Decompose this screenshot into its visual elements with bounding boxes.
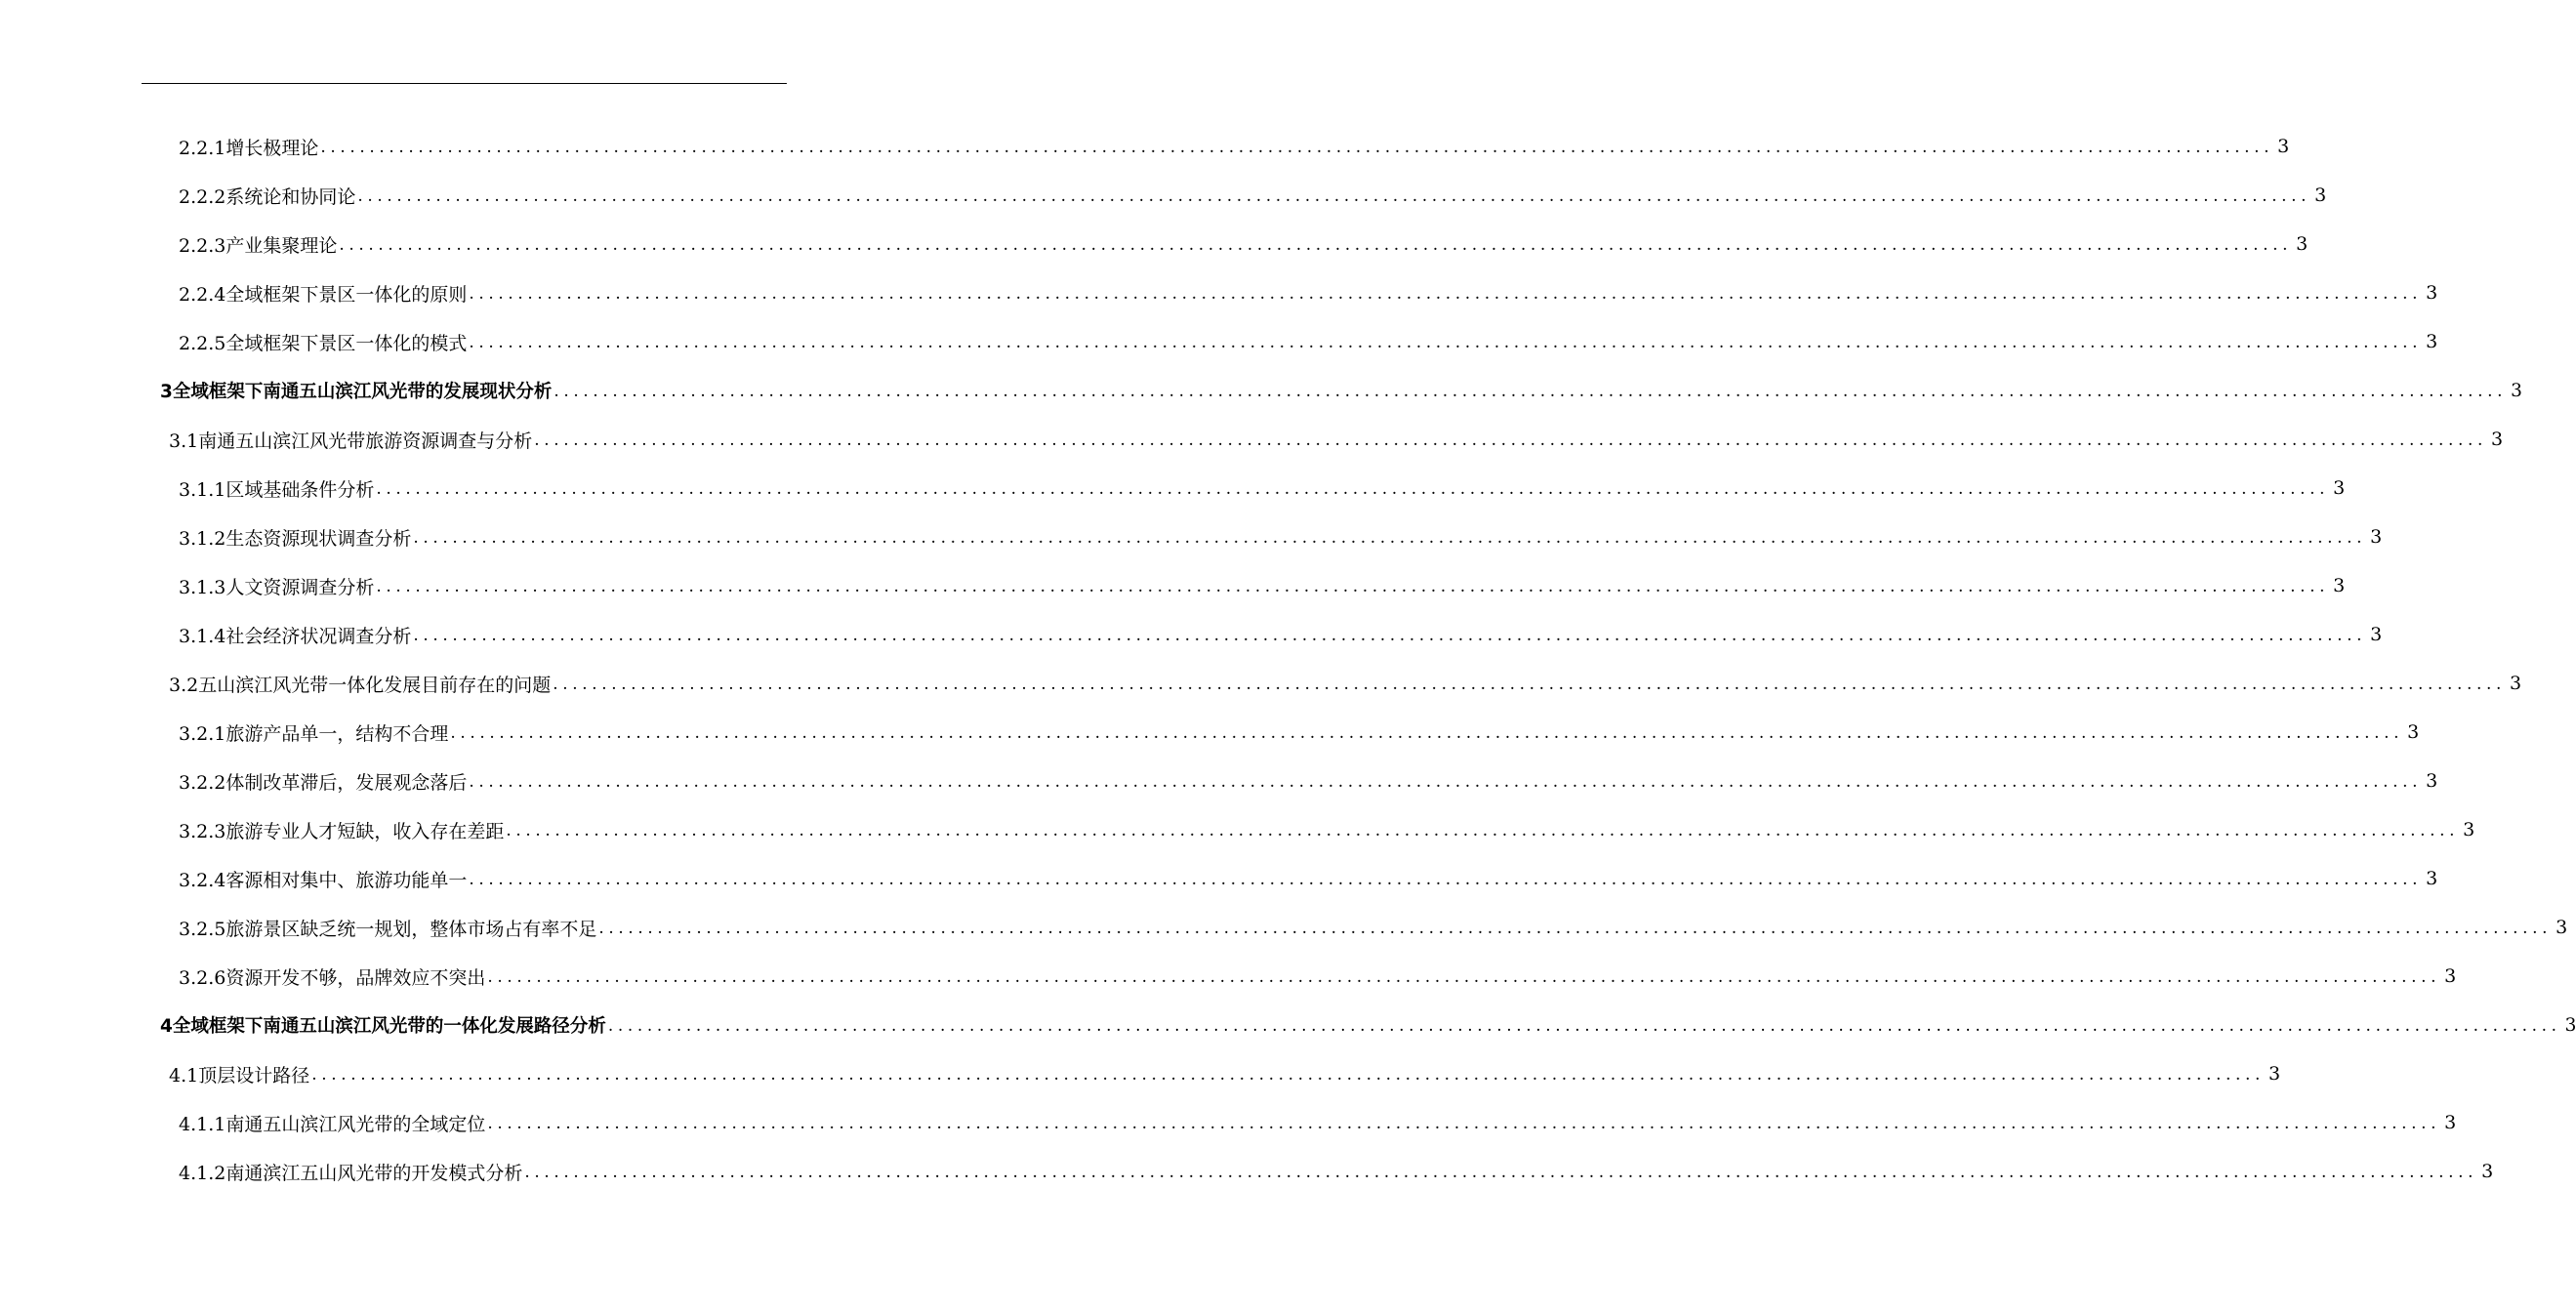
dot-leader: ........................................................................................................................................................................................................ <box>357 186 2311 206</box>
toc-page-number: 3 <box>2407 721 2420 743</box>
dot-leader: ........................................................................................................................................................................................................ <box>376 479 2330 499</box>
dot-leader: ........................................................................................................................................................................................................ <box>376 577 2330 596</box>
toc-entry-3-2-1[interactable] <box>179 708 2420 757</box>
toc-entry-label: 3.1.1区域基础条件分析 <box>179 478 375 501</box>
toc-entry-3-1-3[interactable] <box>179 561 2346 610</box>
toc-page-number: 3 <box>2426 868 2438 889</box>
header-rule <box>142 83 787 84</box>
toc-entry-label: 4.1顶层设计路径 <box>169 1064 310 1086</box>
toc-entry-chapter-3[interactable] <box>160 366 2522 415</box>
toc-page-number: 3 <box>2564 1014 2576 1036</box>
toc-entry-label: 3.1南通五山滨江风光带旅游资源调查与分析 <box>169 430 533 452</box>
dot-leader: ........................................................................................................................................................................................................ <box>469 772 2423 792</box>
toc-entry-3-1-2[interactable] <box>179 512 2383 561</box>
toc-entry-2-2-2[interactable] <box>179 171 2327 220</box>
toc-entry-label: 3.2.1旅游产品单一，结构不合理 <box>179 722 449 745</box>
toc-entry-label: 3.2.2体制改革滞后，发展观念落后 <box>179 771 468 794</box>
toc-entry-2-2-4[interactable] <box>179 268 2438 317</box>
toc-entry-label: 2.2.2系统论和协同论 <box>179 185 356 208</box>
toc-entry-3-2[interactable] <box>169 659 2522 708</box>
toc-entry-4-1[interactable] <box>169 1049 2281 1098</box>
toc-page-number: 3 <box>2426 770 2438 792</box>
toc-entry-label: 3.1.2生态资源现状调查分析 <box>179 527 412 550</box>
toc-page-number: 3 <box>2314 184 2327 206</box>
toc-entry-label: 3.2.5旅游景区缺乏统一规划，整体市场占有率不足 <box>179 918 597 940</box>
toc-entry-label: 4全域框架下南通五山滨江风光带的一体化发展路径分析 <box>160 1016 606 1037</box>
toc-entry-label: 3.1.3人文资源调查分析 <box>179 576 375 598</box>
toc-page-number: 3 <box>2444 965 2457 987</box>
toc-entry-3-2-2[interactable] <box>179 757 2438 805</box>
toc-page-number: 3 <box>2277 136 2290 157</box>
toc-page-number: 3 <box>2333 575 2346 596</box>
toc-entry-4-1-2[interactable] <box>179 1147 2494 1196</box>
toc-entry-label: 3.2.6资源开发不够，品牌效应不突出 <box>179 966 486 989</box>
toc-entry-3-2-6[interactable] <box>179 952 2457 1001</box>
dot-leader: ........................................................................................................................................................................................................ <box>339 235 2293 255</box>
toc-entry-2-2-5[interactable] <box>179 317 2438 366</box>
toc-entry-3-2-3[interactable] <box>179 805 2475 854</box>
dot-leader: ........................................................................................................................................................................................................ <box>487 1114 2441 1133</box>
toc-entry-label: 3.1.4社会经济状况调查分析 <box>179 625 412 647</box>
dot-leader: ........................................................................................................................................................................................................ <box>534 430 2487 450</box>
toc-page-number: 3 <box>2333 477 2346 499</box>
dot-leader: ........................................................................................................................................................................................................ <box>524 1163 2478 1182</box>
dot-leader: ........................................................................................................................................................................................................ <box>413 528 2367 548</box>
dot-leader: ........................................................................................................................................................................................................ <box>487 967 2441 987</box>
toc-entry-3-1[interactable] <box>169 415 2504 464</box>
toc-page-number: 3 <box>2426 282 2438 304</box>
dot-leader: ........................................................................................................................................................................................................ <box>506 821 2460 840</box>
toc-entry-3-2-4[interactable] <box>179 854 2438 903</box>
toc-page-number: 3 <box>2296 233 2309 255</box>
dot-leader: ........................................................................................................................................................................................................ <box>553 382 2508 401</box>
toc-entry-label: 2.2.1增长极理论 <box>179 137 319 159</box>
toc-entry-label: 3全域框架下南通五山滨江风光带的发展现状分析 <box>160 382 552 402</box>
toc-page-number: 3 <box>2556 917 2568 938</box>
toc-entry-label: 2.2.4全域框架下景区一体化的原则 <box>179 283 468 306</box>
dot-leader: ........................................................................................................................................................................................................ <box>469 870 2423 889</box>
dot-leader: ........................................................................................................................................................................................................ <box>450 723 2404 743</box>
toc-entry-chapter-4[interactable] <box>160 1001 2576 1049</box>
toc-entry-2-2-1[interactable] <box>179 122 2290 171</box>
dot-leader: ........................................................................................................................................................................................................ <box>552 675 2506 694</box>
toc-entry-3-1-4[interactable] <box>179 610 2383 659</box>
toc-page-number: 3 <box>2511 380 2522 401</box>
dot-leader: ........................................................................................................................................................................................................ <box>413 626 2367 645</box>
toc-page-number: 3 <box>2370 624 2383 645</box>
dot-leader: ........................................................................................................................................................................................................ <box>469 333 2423 352</box>
toc-page-number: 3 <box>2490 429 2504 450</box>
toc-entry-label: 2.2.5全域框架下景区一体化的模式 <box>179 332 468 354</box>
toc-entry-label: 4.1.1南通五山滨江风光带的全域定位 <box>179 1113 486 1135</box>
toc-page-number: 3 <box>2481 1161 2494 1182</box>
dot-leader: ........................................................................................................................................................................................................ <box>607 1016 2561 1036</box>
toc-page-number: 3 <box>2426 331 2438 352</box>
dot-leader: ........................................................................................................................................................................................................ <box>598 919 2553 938</box>
toc-entry-label: 3.2.4客源相对集中、旅游功能单一 <box>179 869 468 891</box>
toc-entry-3-1-1[interactable] <box>179 464 2346 512</box>
toc-page-number: 3 <box>2370 526 2383 548</box>
toc-entry-label: 3.2五山滨江风光带一体化发展目前存在的问题 <box>169 674 552 696</box>
toc-entry-4-1-1[interactable] <box>179 1098 2457 1147</box>
toc-entry-label: 4.1.2南通滨江五山风光带的开发模式分析 <box>179 1162 523 1184</box>
dot-leader: ........................................................................................................................................................................................................ <box>311 1065 2265 1085</box>
toc-page-number: 3 <box>2268 1063 2281 1085</box>
toc-entry-label: 2.2.3产业集聚理论 <box>179 234 338 257</box>
toc-entry-label: 3.2.3旅游专业人才短缺，收入存在差距 <box>179 820 505 842</box>
dot-leader: ........................................................................................................................................................................................................ <box>469 284 2423 304</box>
toc-page-number: 3 <box>2444 1112 2457 1133</box>
toc-entry-2-2-3[interactable] <box>179 220 2309 268</box>
dot-leader: ........................................................................................................................................................................................................ <box>320 138 2274 157</box>
toc-page-number: 3 <box>2463 819 2475 840</box>
toc-entry-3-2-5[interactable] <box>179 903 2568 952</box>
toc-page-number: 3 <box>2509 673 2522 694</box>
